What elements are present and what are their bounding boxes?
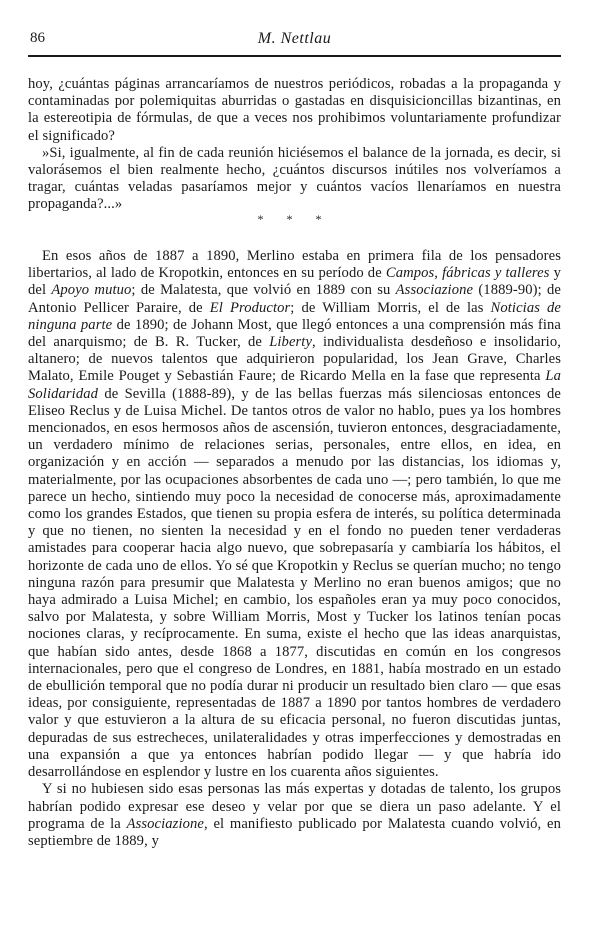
text-run: de Sevilla (1888-89), y de las bellas fuerzas más silenciosas entonces de Eliseo Reclus y de Luisa Michel. De tantos otros de valor no hablo, pues ya los hombres mencionados, en esos hermosos años de ascensión, tuvieron entonces, desgraciadamente, un verdadero mínimo de relaciones serias, personales, entre ellos, en idea, en organización y en acción — separados a menudo por las distancias, los idiomas y, materialmente, por las ocupaciones absorbentes de cada uno —; pero también, lo que me parece un hecho, sintiendo muy poco la necesidad de conocerse más, aproximadamente como los grandes Estados, que tienen su propia esfera de interés, su política determinada y que no tienen, no sienten la necesidad y en el fondo no pueden tener verdaderas amistades para cooperar hacia algo nuevo, que sobrepasaría y cambiaría los hábitos, el horizonte de cada uno de ellos. Yo sé que Kropotkin y Reclus se querían mucho; no tengo ninguna razón para presumir que Malatesta y Merlino no eran buenos amigos; que no haya admirado a Luisa Michel; en cambio, los españoles eran ya muy poco conocidos, salvo por Malatesta, y sobre William Morris, Most y Tucker los latinos tenían pocas nociones claras, y recíprocamente. En suma, existe el hecho que las ideas anarquistas, que habían sido antes, desde 1868 a 1877, discutidas en común en los congresos internacionales, pero que el congreso de Londres, en 1881, había mostrado en un estado de ebullición temporal que no podía durar ni producir un resultado bien claro — que esas ideas, por consiguiente, representadas de 1887 a 1890 por tantos hombres de verdadero valor y que estuvieron a la altura de su eficacia personal, no fueron discutidas juntas, depuradas de sus estrecheces, unilateralidades y otras imperfecciones y demostradas en una expansión a que ya entonces habrían podido llegar — y que habría ido desarrollándose en esplendor y lustre en los cuarenta años siguientes.	[28, 385, 561, 781]
quote-block	[28, 76, 561, 214]
page-number: 86	[30, 30, 45, 46]
text-run: En esos años de 1887 a 1890, Merlino estaba en primera fila de los pensadores libertarios, al lado de Kropotkin, entonces en su período de	[28, 248, 561, 282]
quote-paragraph-2: »Si, igualmente, al fin de cada reunión hiciésemos el balance de la jornada, es decir, si valorásemos el bien realmente hecho, ¿cuántos discursos inútiles nos volveríamos a tragar, cuántas veladas pasaríamos mejor y cuántos vacíos llenaríamos en nuestra propaganda?...»	[28, 144, 561, 213]
italic-title-noticias: Noticias de ninguna parte	[28, 299, 561, 333]
text-run: y del	[28, 265, 561, 299]
book-page	[28, 0, 561, 943]
text-run: ; de William Morris, el de las	[290, 299, 491, 316]
italic-title-associazione: Associazione	[126, 815, 204, 832]
running-head	[28, 30, 561, 52]
running-head-author: M. Nettlau	[257, 30, 332, 47]
italic-title-solidaridad: La Solidaridad	[28, 368, 561, 402]
text-run: , individualista desdeñoso e insolidario, altanero; de nuevos talentos que adquirieron popularidad, los Jean Grave, Charles Malato, Emile Pouget y Sebastián Faure; de Ricardo Mella en la fase que representa	[28, 334, 561, 385]
text-run: ; de Malatesta, que volvió en 1889 con su	[131, 282, 396, 299]
body-paragraph-1	[28, 248, 561, 781]
italic-title-campos: Campos, fábricas y talleres	[385, 265, 550, 282]
text-run: Y si no hubiesen sido esas personas las más expertas y dotadas de talento, los grupos habrían podido expresar ese deseo y velar por que se diera un paso adelante. Y el programa de la	[28, 781, 561, 832]
main-text	[28, 248, 561, 850]
italic-title-apoyo: Apoyo mutuo	[51, 282, 132, 299]
body-paragraph-2	[28, 781, 561, 850]
italic-title-associazione: Associazione	[395, 282, 474, 299]
italic-title-productor: El Productor	[209, 299, 291, 316]
quote-paragraph-1: hoy, ¿cuántas páginas arrancaríamos de nuestros periódicos, robadas a la propaganda y contaminadas por polemiquitas aburridas o gastadas en disquisicioncillas bizantinas, en la estereotipia de fórmulas, de que a veces nos prohibimos voluntariamente profundizar el significado?	[28, 76, 561, 144]
text-run: , el manifiesto publicado por Malatesta cuando volvió, en septiembre de 1889, y	[28, 815, 561, 849]
italic-title-liberty: Liberty	[269, 334, 313, 351]
text-run: de 1890; de Johann Most, que llegó entonces a una comprensión más fina del anarquismo; de B. R. Tucker, de	[28, 316, 561, 351]
header-rule	[28, 55, 561, 57]
section-break-ornament: * * *	[257, 212, 332, 226]
text-run: (1889-90); de Antonio Pellicer Paraire, de	[28, 282, 561, 316]
